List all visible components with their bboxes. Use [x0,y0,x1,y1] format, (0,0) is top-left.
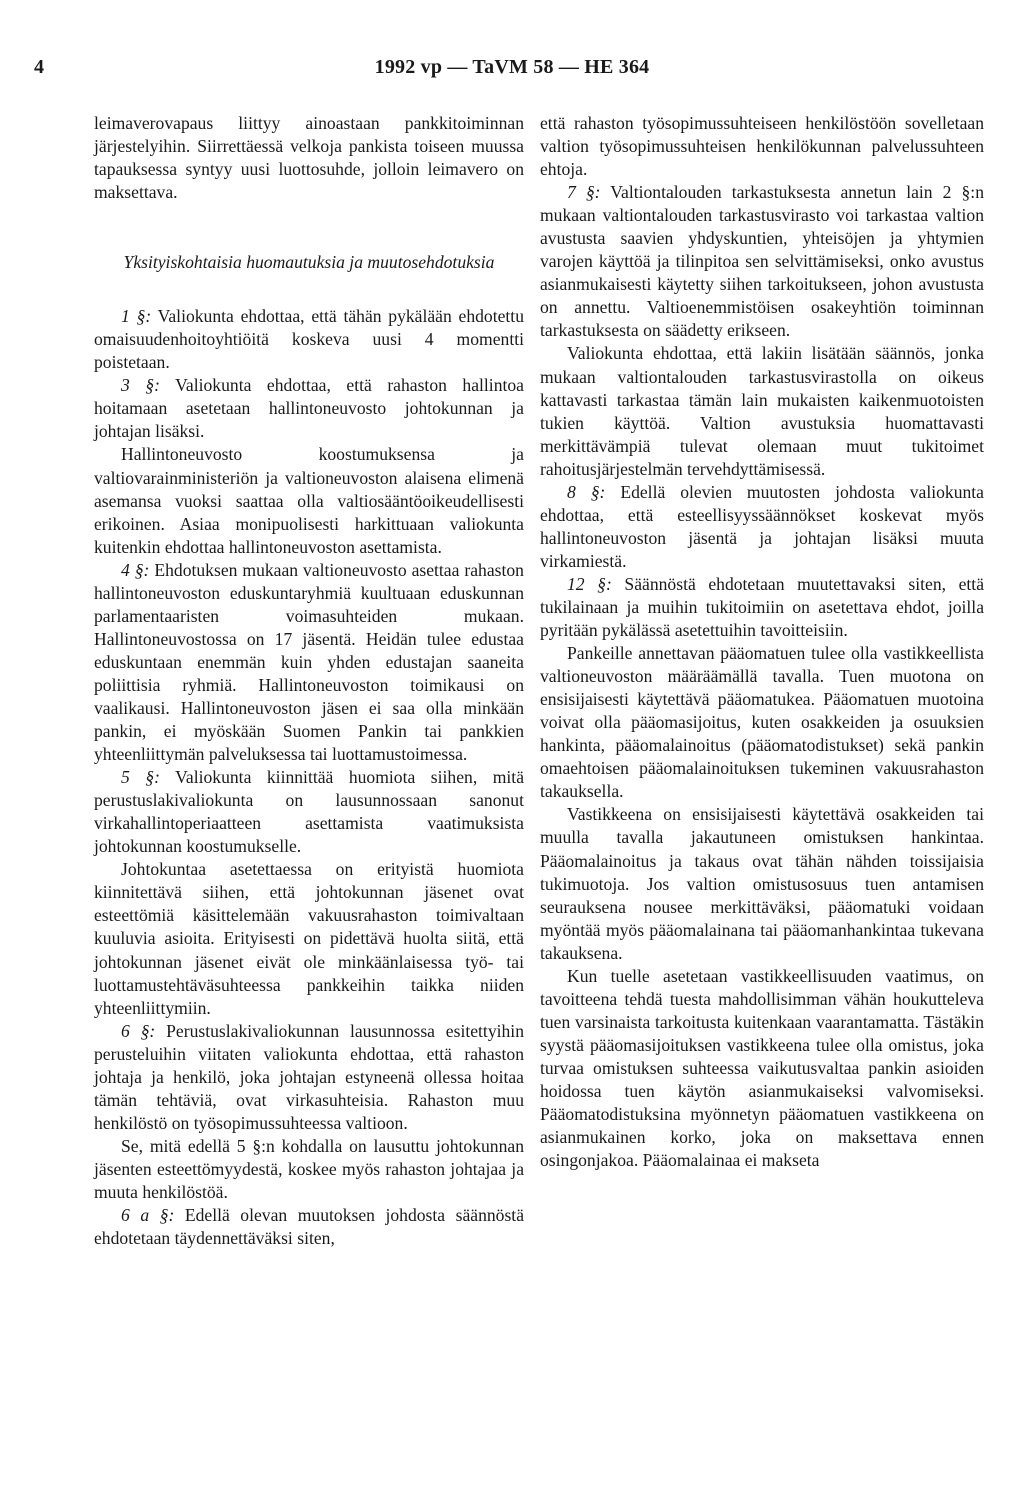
section-text: Edellä olevan muutoksen johdosta säännöstä ehdotetaan täydennettäväksi siten, [94,1205,525,1249]
section-mark: 6 §: [121,1020,156,1041]
section-text: Säännöstä ehdotetaan muutettavaksi siten, että tukilainaan ja muihin tukitoimiin on asetettava ehdot, joilla pyritään pykälässä asetettuihin tavoitteisiin. [540,573,985,641]
section-text: Perustuslakivaliokunnan lausunnossa esitettyihin perusteluihin viitaten valiokunta ehdottaa, että rahaston johtaja ja henkilö, joka johtajan estyneenä ollessa hoitaa tämän tehtäviä, ovat virkasuhteisia. Rahaston muu henkilöstö on työsopimussuhteessa valtioon. [94,1020,524,1133]
section-mark: 5 §: [121,767,160,788]
section-4-paragraph [94,559,524,766]
section-1-paragraph [94,305,524,374]
page-header [34,56,990,86]
section-6a-paragraph [94,1204,524,1250]
paragraph: leimaverovapaus liittyy ainoastaan pankkitoiminnan järjestelyihin. Siirrettäessä velkoja pankista toiseen muussa tapauksessa syntyy uusi luottosuhde, jolloin leimavero on maksettava. [94,113,524,203]
paragraph: Hallintoneuvosto koostumuksensa ja valtiovarainministeriön ja valtioneuvoston alaisena elimenä asemansa vuoksi saattaa olla valtiosääntöoikeudellisesti erikoinen. Asiaa monipuolisesti harkittuaan valiokunta kuitenkin ehdottaa hallintoneuvoston asettamista. [94,444,524,557]
section-3-paragraph [94,374,524,443]
running-head: 1992 vp — TaVM 58 — HE 364 [374,56,650,78]
section-text: Valiokunta ehdottaa, että rahaston hallintoa hoitamaan asetetaan hallintoneuvosto johtokunnan ja johtajan lisäksi. [94,375,524,442]
section-text: Valiokunta ehdottaa, että tähän pykälään ehdotettu omaisuudenhoitoyhtiöitä koskeva uusi 4 momentti poistetaan. [94,306,524,373]
section-6-paragraph [94,1020,524,1135]
section-mark: 3 §: [121,375,160,396]
left-column [94,112,524,1250]
right-column [540,112,984,1172]
paragraph: Kun tuelle asetetaan vastikkeellisuuden vaatimus, on tavoitteena tehdä tuesta mahdollisimman vähän houkutteleva tuen varsinaista tarkoitusta kuitenkaan vaarantamatta. Tästäkin syystä pääomasijoituksen vastikkeena tulee olla omistus, joka turvaa omistuksen suhteessa vaikutusvaltaa pankin asioiden hoidossa tuen käytön asianmukaiseksi valvomiseksi. Pääomatodistuksina myönnetyn pääomatuen vastikkeena on asianmukainen korko, joka on maksettava ennen osingonjakoa. Pääomalainaa ei makseta [540,965,984,1171]
section-text: Ehdotuksen mukaan valtioneuvosto asettaa rahaston hallintoneuvoston eduskuntaryhmiä kuultuaan eduskunnan parlamentaaristen voimasuhteiden mukaan. Hallintoneuvostossa on 17 jäsentä. Heidän tulee edustaa eduskuntaan enemmän kuin yhden edustajan saaneita poliittisia ryhmiä. Hallintoneuvoston toimikausi on vaalikausi. Hallintoneuvoston jäsen ei saa olla minkään pankin, ei myöskään Suomen Pankin tai pankkien yhteenliittymän palveluksessa tai luottamustoimessa. [94,559,524,765]
section-5-paragraph [94,766,524,858]
section-mark: 12 §: [567,573,612,594]
paragraph: Johtokuntaa asetettaessa on erityistä huomiota kiinnitettävä siihen, että johtokunnan jäsenet ovat esteettömiä käsittelemään vakuusrahaston toimivaltaan kuuluvia asioita. Erityisesti on pidettävä huolta siitä, että johtokunnan jäsenet eivät ole minkäänlaisessa työ- tai luottamustehtäväsuhteessa pankkeihin taikka niiden yhteenliittymiin. [94,859,524,1018]
paragraph: Pankeille annettavan pääomatuen tulee olla vastikkeellista valtioneuvoston määräämällä tavalla. Tuen muotona on ensisijaisesti käytettävä pääomatukea. Pääomatuen muotoina voivat olla pääomasijoitus, kuten osakkeiden ja osuuksien hankinta, pääomalainoitus (pääomatodistukset) sekä pankin omaehtoisen pääomalainoituksen tukeminen vakuusrahaston takauksella. [540,643,984,802]
section-text: Edellä olevien muutosten johdosta valiokunta ehdottaa, että esteellisyyssäännökset koskevat myös hallintoneuvoston jäsentä ja johtajan lisäksi muuta virkamiestä. [540,481,984,571]
section-mark: 7 §: [567,182,601,203]
paragraph: Valiokunta ehdottaa, että lakiin lisätään säännös, jonka mukaan valtiontalouden tarkastusvirastolla on oikeus kattavasti tarkastaa tämän lain mukaisten kaikenmuotoisten tukien käyttöä. Valtion avustuksia huomattavasti merkittävämpiä tulevat olemaan muut tukitoimet rahoitusjärjestelmän tervehdyttämisessä. [540,343,984,479]
paragraph: Se, mitä edellä 5 §:n kohdalla on lausuttu johtokunnan jäsenten esteettömyydestä, koskee myös rahaston johtajaa ja muuta henkilöstöä. [94,1135,524,1202]
section-12-paragraph [540,573,984,642]
section-text: Valiokunta kiinnittää huomiota siihen, mitä perustuslakivaliokunta on lausunnossaan sanonut virkahallintoperiaatteen asettamista vaatimuksista johtokunnan koostumukselle. [94,767,525,857]
paragraph: että rahaston työsopimussuhteiseen henkilöstöön sovelletaan valtion työsopimussuhteisen henkilökunnan palvelussuhteen ehtoja. [540,113,984,180]
section-mark: 1 §: [121,306,152,327]
section-mark: 4 §: [121,559,150,580]
section-mark: 8 §: [567,481,606,502]
paragraph: Vastikkeena on ensisijaisesti käytettävä osakkeiden tai muulla tavalla jakautuneen omistuksen hankintaa. Pääomalainoitus ja takaus ovat tähän nähden toissijaisia tukimuotoja. Jos valtion omistusosuus tuen antamisen seurauksena nousee merkittäväksi, pääomatuki voidaan myöntää myös pääomalainana tai pääomanhankintaa tukevana takauksena. [540,804,984,963]
page-number: 4 [34,56,44,78]
section-text: Valtiontalouden tarkastuksesta annetun lain 2 §:n mukaan valtiontalouden tarkastusvirasto voi tarkastaa valtion avustusta saavien yhdyskuntien, yhteisöjen ja yhtymien varojen käyttöä ja tilinpitoa sen selvittämiseksi, onko avustus asianmukaisesti käytetty siihen tarkoitukseen, johon avustusta on annettu. Valtioenemmistöisen osakeyhtiön toiminnan tarkastuksesta on säädetty erikseen. [540,182,984,341]
section-mark: 6 a §: [121,1205,175,1226]
section-7-paragraph [540,181,984,342]
section-heading: Yksityiskohtaisia huomautuksia ja muutosehdotuksia [123,252,495,273]
section-8-paragraph [540,481,984,573]
